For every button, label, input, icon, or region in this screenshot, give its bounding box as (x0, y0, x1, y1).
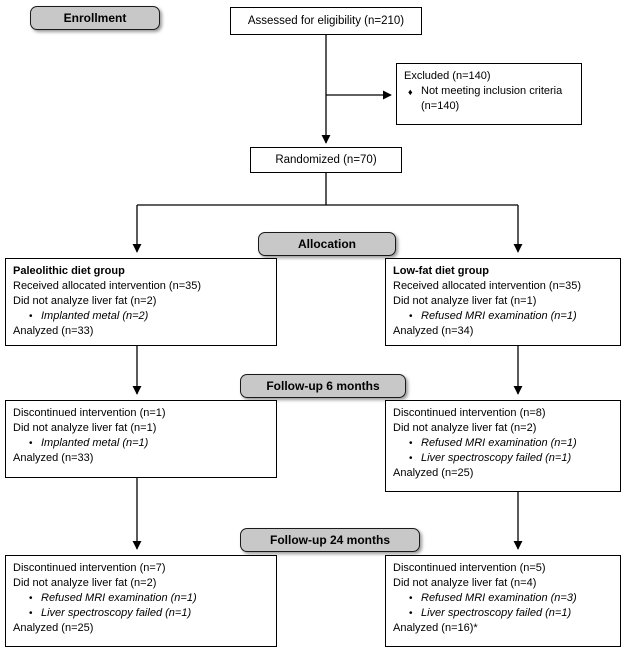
lowfat-not-analyzed-line: Did not analyze liver fat (n=1) (393, 295, 537, 307)
fu6-left-reason-text: Implanted metal (n=1) (41, 437, 149, 449)
fu6-left-not-analyzed-line: Did not analyze liver fat (n=1) (13, 422, 157, 434)
dot-bullet-icon: • (29, 608, 33, 619)
stage-label-followup24 (240, 528, 420, 552)
stage-label-enrollment-text: Enrollment (63, 11, 127, 25)
fu24-right-not-analyzed-line: Did not analyze liver fat (n=4) (393, 577, 537, 589)
fu24-left-discontinued-line: Discontinued intervention (n=7) (13, 562, 166, 574)
fu6-right-reason2-text: Liver spectroscopy failed (n=1) (421, 452, 572, 464)
dot-bullet-icon: • (29, 311, 33, 322)
fu24-left-not-analyzed-line: Did not analyze liver fat (n=2) (13, 577, 157, 589)
paleo-reason-line (13, 309, 269, 324)
dot-bullet-icon: • (409, 593, 413, 604)
paleo-group-title: Paleolithic diet group (13, 265, 125, 277)
fu24-right-discontinued-line: Discontinued intervention (n=5) (393, 562, 546, 574)
fu24-left-reason2-text: Liver spectroscopy failed (n=1) (41, 607, 192, 619)
fu6-left-reason-line (13, 436, 269, 451)
dot-bullet-icon: • (409, 438, 413, 449)
lowfat-followup24-box (385, 555, 621, 647)
fu24-right-analyzed-line: Analyzed (n=16)* (393, 622, 478, 634)
fu6-left-analyzed-line: Analyzed (n=33) (13, 452, 94, 464)
fu6-right-not-analyzed-line: Did not analyze liver fat (n=2) (393, 422, 537, 434)
lowfat-analyzed-line: Analyzed (n=34) (393, 325, 474, 337)
stage-label-followup6 (240, 374, 406, 398)
assessed-eligibility-box (230, 7, 422, 35)
fu24-right-reason1-text: Refused MRI examination (n=3) (421, 592, 577, 604)
paleo-followup6-box (5, 400, 277, 478)
lowfat-reason-text: Refused MRI examination (n=1) (421, 310, 577, 322)
lowfat-received-line: Received allocated intervention (n=35) (393, 280, 582, 292)
lowfat-followup6-box (385, 400, 621, 492)
paleo-not-analyzed-line: Did not analyze liver fat (n=2) (13, 295, 157, 307)
fu6-right-reason2-line (393, 451, 613, 466)
fu24-left-reason2-line (13, 606, 269, 621)
excluded-reason-text: Not meeting inclusion criteria (n=140) (421, 85, 563, 112)
paleo-analyzed-line: Analyzed (n=33) (13, 325, 94, 337)
fu24-right-reason2-text: Liver spectroscopy failed (n=1) (421, 607, 572, 619)
stage-label-followup24-text: Follow-up 24 months (270, 533, 390, 547)
stage-label-enrollment (30, 6, 160, 30)
fu24-left-reason1-line (13, 591, 269, 606)
fu6-left-discontinued-line: Discontinued intervention (n=1) (13, 407, 166, 419)
excluded-reason-line (404, 84, 574, 114)
paleo-received-line: Received allocated intervention (n=35) (13, 280, 202, 292)
dot-bullet-icon: • (29, 438, 33, 449)
fu24-left-analyzed-line: Analyzed (n=25) (13, 622, 94, 634)
fu6-right-discontinued-line: Discontinued intervention (n=8) (393, 407, 546, 419)
stage-label-allocation (258, 232, 396, 256)
paleo-reason-text: Implanted metal (n=2) (41, 310, 149, 322)
fu24-right-reason1-line (393, 591, 613, 606)
lowfat-reason-line (393, 309, 613, 324)
fu6-right-reason1-line (393, 436, 613, 451)
fu24-left-reason1-text: Refused MRI examination (n=1) (41, 592, 197, 604)
fu24-right-reason2-line (393, 606, 613, 621)
diamond-bullet-icon: ♦ (408, 87, 413, 97)
dot-bullet-icon: • (409, 311, 413, 322)
stage-label-followup6-text: Follow-up 6 months (266, 379, 380, 393)
dot-bullet-icon: • (409, 453, 413, 464)
fu6-right-analyzed-line: Analyzed (n=25) (393, 467, 474, 479)
lowfat-group-title: Low-fat diet group (393, 265, 489, 277)
paleo-followup24-box (5, 555, 277, 647)
paleo-allocation-box (5, 258, 277, 346)
lowfat-allocation-box (385, 258, 621, 346)
assessed-eligibility-text: Assessed for eligibility (n=210) (247, 14, 405, 27)
randomized-box (250, 147, 402, 173)
randomized-text: Randomized (n=70) (275, 153, 377, 166)
excluded-title: Excluded (n=140) (404, 70, 491, 82)
dot-bullet-icon: • (29, 593, 33, 604)
fu6-right-reason1-text: Refused MRI examination (n=1) (421, 437, 577, 449)
stage-label-allocation-text: Allocation (297, 237, 356, 251)
excluded-box (396, 63, 582, 125)
dot-bullet-icon: • (409, 608, 413, 619)
